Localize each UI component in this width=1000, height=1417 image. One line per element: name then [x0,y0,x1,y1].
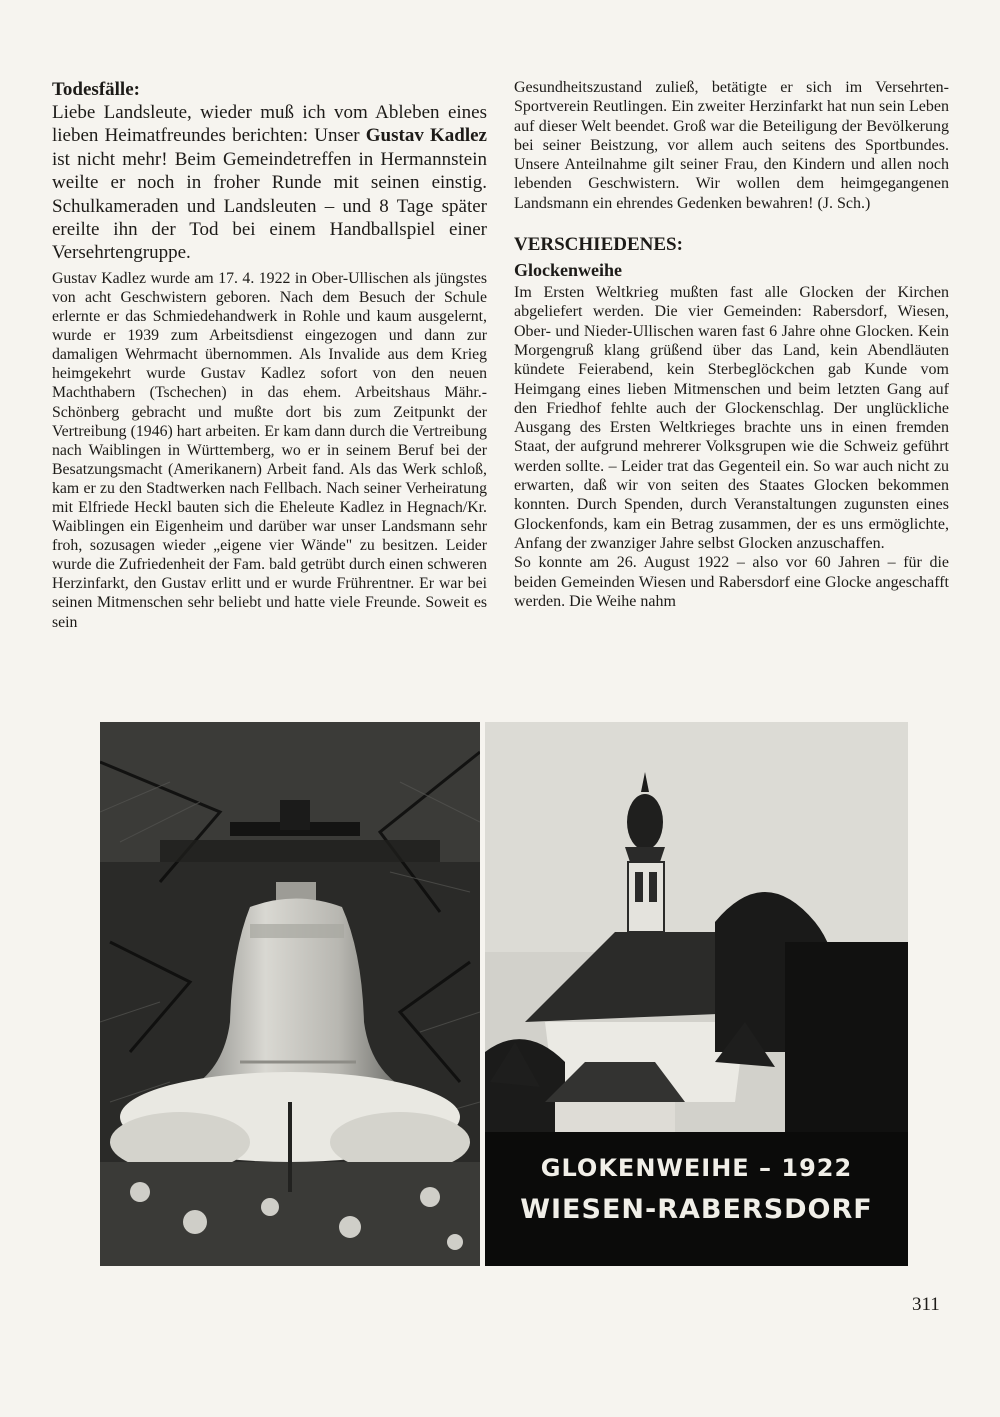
lead-text-2: ist nicht mehr! Beim Gemeindetreffen in Hermannstein weilte er noch in froher Runde mit seinen einstig. Schulkameraden und Landsleuten – und 8 Tage später ereilte ihn der Tod bei einem Handballspiel einer Versehrtengruppe. [52,148,487,264]
deaths-heading: Todesfälle: [52,79,140,100]
left-column [52,78,487,632]
bell-paragraph-1: Im Ersten Weltkrieg mußten fast alle Glocken der Kirchen abgeliefert werden. Die vier Gemeinden: Rabersdorf, Wiesen, Ober- und Nieder-Ullischen waren fast 6 Jahre ohne Glocken. Kein Morgengruß klang grüßend über das Land, kein Abendläuten kündete Feierabend, kein Sterbeglöckchen gab Kunde vom Heimgang eines lieben Mitmenschen und beim letzten Gang auf den Friedhof fehlte auch der Glockenschlag. Der unglückliche Ausgang des Ersten Weltkrieges brachte uns in einen fremden Staat, der aufgrund mehrerer Volksgrupen wie die Schweiz geführt werden sollte. – Leider trat das Gegenteil ein. So war auch nicht zu erwarten, daß wir von seiten des Staates Glocken bekommen konnten. Durch Spenden, durch Veranstaltungen zugunsten eines Glockenfonds, kam ein Betrag zusammen, der es uns ermöglichte, Anfang der zwanziger Jahre selbst Glocken anzuschaffen. [514,284,949,552]
bell-paragraph-2: So konnte am 26. August 1922 – also vor 60 Jahren – für die beiden Gemeinden Wiesen und Rabersdorf eine Glocke angeschafft werden. Die Weihe nahm [514,554,949,610]
obituary-body: Gustav Kadlez wurde am 17. 4. 1922 in Ober-Ullischen als jüngstes von acht Geschwistern geboren. Nach dem Besuch der Schule erlernte er das Schmiedehandwerk in Rohle und kaum ausgelernt, wurde er 1939 zum Arbeitsdienst eingezogen und dann zur damaligen Wehrmacht übernommen. Als Invalide aus dem Krieg heimgekehrt wurde Gustav Kadlez sofort von den neuen Machthabern (Tschechen) in das ehem. Arbeitshaus Mähr.-Schönberg gebracht und mußte dort bis zum Zeitpunkt der Vertreibung (1946) hart arbeiten. Er kam dann durch die Vertreibung nach Waiblingen in Württemberg, wo er in seinem Beruf bei der Besatzungsmacht (Amerikanern) Arbeit fand. Als das Werk schloß, kam er zu den Stadtwerken nach Fellbach. Nach seiner Verheiratung mit Elfriede Heckl bauten sich die Eheleute Kadlez in Hegnach/Kr. Waiblingen ein Eigenheim und darüber war unser Landsmann sehr froh, sozusagen wieder „eigene vier Wände" zu besitzen. Leider wurde die Zufriedenheit der Fam. bald getrübt durch einen schweren Herzinfarkt, den Gustav erlitt und er wurde Frührentner. Er war bei seinen Mitmenschen sehr beliebt und hatte viele Freunde. Soweit es sein [52,269,487,631]
photo-caption-line2: WIESEN-RABERSDORF [520,1194,873,1225]
church-photo [485,722,908,1266]
right-column [514,78,949,611]
bell-illustration [100,722,480,1266]
misc-section-title: VERSCHIEDENES: [514,234,683,256]
author-initials: (J. Sch.) [817,194,871,212]
deceased-name: Gustav Kadlez [365,125,487,147]
photo-caption-line1: GLOKENWEIHE – 1922 [540,1154,853,1182]
obituary-continuation [514,78,949,213]
bell-photo [100,722,480,1266]
bell-consecration-title: Glockenweihe [514,260,622,281]
page-number: 311 [912,1294,940,1315]
obituary-lead [52,101,487,265]
church-illustration [485,722,908,1266]
lead-text-1: Liebe Landsleute, wieder muß ich vom Ableben eines lieben Heimatfreundes berichten: Unser [52,102,487,147]
continuation-text: Gesundheitszustand zuließ, betätigte er sich im Versehrten-Sportverein Reutlingen. Ein zweiter Herzinfarkt hat nun sein Leben auf dieser Welt beendet. Groß war die Beteiligung der Bevölkerung bei seiner Beistzung, vor allem auch seitens des Sportbundes. Unsere Anteilnahme gilt seiner Frau, den Kindern und allen noch lebenden Geschwistern. Wir wollen dem heimgegangenen Landsmann ein ehrendes Gedenken bewahren! [514,79,949,212]
